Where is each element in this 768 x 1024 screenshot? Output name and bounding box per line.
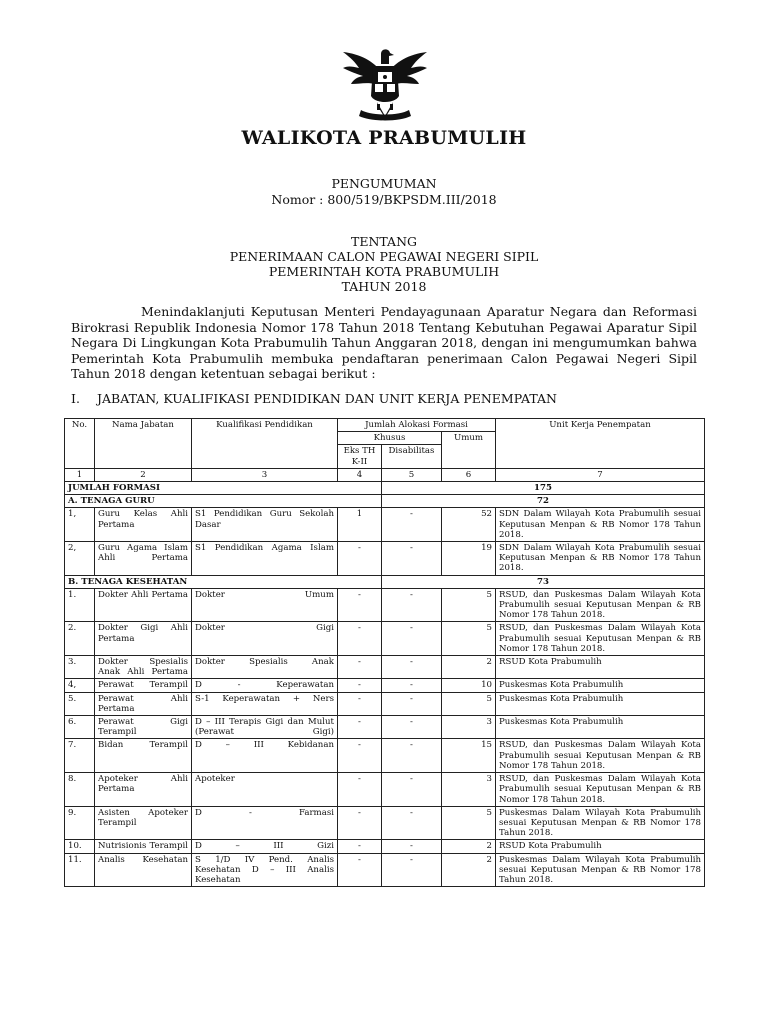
row-eks-th: - xyxy=(338,716,382,739)
row-jabatan: Dokter Ahli Pertama xyxy=(95,588,192,622)
row-kualifikasi: S 1/D IV Pend. Analis Kesehatan D – III Analis Kesehatan xyxy=(192,853,338,887)
row-number: 7. xyxy=(65,739,95,773)
header-unit: Unit Kerja Penempatan xyxy=(496,419,705,469)
row-number: 1. xyxy=(65,588,95,622)
row-kualifikasi: D - Farmasi xyxy=(192,806,338,840)
row-eks-th: - xyxy=(338,773,382,807)
row-kualifikasi: Dokter Gigi xyxy=(192,622,338,656)
row-disabilitas: - xyxy=(382,622,442,656)
row-eks-th: 1 xyxy=(338,508,382,542)
col-number: 3 xyxy=(192,468,338,481)
col-number: 7 xyxy=(496,468,705,481)
group-a-rows xyxy=(65,508,705,575)
row-eks-th: - xyxy=(338,739,382,773)
header-disabilitas: Disabilitas xyxy=(382,445,442,468)
group-b-rows xyxy=(65,588,705,886)
announcement-number: Nomor : 800/519/BKPSDM.III/2018 xyxy=(271,192,497,207)
row-disabilitas: - xyxy=(382,542,442,576)
row-umum: 2 xyxy=(442,656,496,679)
row-number: 2, xyxy=(65,542,95,576)
table-row xyxy=(65,853,705,887)
row-unit: Puskesmas Kota Prabumulih xyxy=(496,692,705,715)
row-jabatan: Analis Kesehatan xyxy=(95,853,192,887)
total-label: JUMLAH FORMASI xyxy=(65,482,382,495)
row-kualifikasi: D – III Gizi xyxy=(192,840,338,853)
group-a-value: 72 xyxy=(382,495,705,508)
header-kualifikasi: Kualifikasi Pendidikan xyxy=(192,419,338,469)
row-jabatan: Guru Agama Islam Ahli Pertama xyxy=(95,542,192,576)
row-kualifikasi: S1 Pendidikan Guru Sekolah Dasar xyxy=(192,508,338,542)
row-umum: 5 xyxy=(442,622,496,656)
row-umum: 15 xyxy=(442,739,496,773)
row-umum: 10 xyxy=(442,679,496,692)
row-jabatan: Perawat Ahli Pertama xyxy=(95,692,192,715)
row-number: 1, xyxy=(65,508,95,542)
row-disabilitas: - xyxy=(382,508,442,542)
section-heading xyxy=(71,391,557,406)
formation-table xyxy=(64,418,705,887)
row-disabilitas: - xyxy=(382,773,442,807)
row-unit: SDN Dalam Wilayah Kota Prabumulih sesuai Keputusan Menpan & RB Nomor 178 Tahun 2018. xyxy=(496,508,705,542)
row-jabatan: Apoteker Ahli Pertama xyxy=(95,773,192,807)
col-number: 5 xyxy=(382,468,442,481)
header-no: No. xyxy=(65,419,95,469)
row-unit: RSUD, dan Puskesmas Dalam Wilayah Kota Prabumulih sesuai Keputusan Menpan & RB Nomor 178 Tahun 2018. xyxy=(496,773,705,807)
document-title: WALIKOTA PRABUMULIH xyxy=(241,127,527,149)
row-eks-th: - xyxy=(338,588,382,622)
row-number: 8. xyxy=(65,773,95,807)
col-number: 4 xyxy=(338,468,382,481)
row-umum: 5 xyxy=(442,588,496,622)
header-alokasi: Jumlah Alokasi Formasi xyxy=(338,419,496,432)
row-eks-th: - xyxy=(338,622,382,656)
row-number: 4, xyxy=(65,679,95,692)
row-unit: RSUD Kota Prabumulih xyxy=(496,840,705,853)
header-jabatan: Nama Jabatan xyxy=(95,419,192,469)
row-eks-th: - xyxy=(338,840,382,853)
table-row xyxy=(65,840,705,853)
subject-line-1: PENERIMAAN CALON PEGAWAI NEGERI SIPIL xyxy=(229,249,539,264)
row-unit: Puskesmas Dalam Wilayah Kota Prabumulih sesuai Keputusan Menpan & RB Nomor 178 Tahun 2018. xyxy=(496,853,705,887)
row-unit: SDN Dalam Wilayah Kota Prabumulih sesuai Keputusan Menpan & RB Nomor 178 Tahun 2018. xyxy=(496,542,705,576)
table-row xyxy=(65,679,705,692)
row-number: 9. xyxy=(65,806,95,840)
row-disabilitas: - xyxy=(382,739,442,773)
col-number: 6 xyxy=(442,468,496,481)
row-umum: 5 xyxy=(442,806,496,840)
row-kualifikasi: D – III Terapis Gigi dan Mulut (Perawat Gigi) xyxy=(192,716,338,739)
row-eks-th: - xyxy=(338,679,382,692)
row-disabilitas: - xyxy=(382,853,442,887)
row-jabatan: Guru Kelas Ahli Pertama xyxy=(95,508,192,542)
row-kualifikasi: Apoteker xyxy=(192,773,338,807)
row-kualifikasi: S-1 Keperawatan + Ners xyxy=(192,692,338,715)
row-number: 2. xyxy=(65,622,95,656)
col-number: 2 xyxy=(95,468,192,481)
row-jabatan: Bidan Terampil xyxy=(95,739,192,773)
row-kualifikasi: S1 Pendidikan Agama Islam xyxy=(192,542,338,576)
row-eks-th: - xyxy=(338,692,382,715)
row-number: 3. xyxy=(65,656,95,679)
group-b-row xyxy=(65,575,705,588)
header-eks-th: Eks TH K-II xyxy=(338,445,382,468)
table-row xyxy=(65,716,705,739)
row-unit: RSUD, dan Puskesmas Dalam Wilayah Kota Prabumulih sesuai Keputusan Menpan & RB Nomor 178 Tahun 2018. xyxy=(496,588,705,622)
announcement-label: PENGUMUMAN xyxy=(331,176,437,191)
total-row xyxy=(65,482,705,495)
row-kualifikasi: Dokter Umum xyxy=(192,588,338,622)
table-row xyxy=(65,806,705,840)
table-row xyxy=(65,508,705,542)
row-unit: RSUD Kota Prabumulih xyxy=(496,656,705,679)
section-number: I. xyxy=(71,391,80,406)
row-disabilitas: - xyxy=(382,588,442,622)
row-disabilitas: - xyxy=(382,679,442,692)
row-umum: 3 xyxy=(442,716,496,739)
col-number: 1 xyxy=(65,468,95,481)
row-umum: 3 xyxy=(442,773,496,807)
intro-paragraph-text: Menindaklanjuti Keputusan Menteri Pendayagunaan Aparatur Negara dan Reformasi Birokrasi Republik Indonesia Nomor 178 Tahun 2018 Tentang Kebutuhan Pegawai Aparatur Sipil Negara Di Lingkungan Kota Prabumulih Tahun Anggaran 2018, dengan ini mengumumkan bahwa Pemerintah Kota Prabumulih membuka pendaftaran penerimaan Calon Pegawai Negeri Sipil Tahun 2018 dengan ketentuan sebagai berikut : xyxy=(71,304,697,381)
table-row xyxy=(65,692,705,715)
row-eks-th: - xyxy=(338,656,382,679)
row-number: 6. xyxy=(65,716,95,739)
row-umum: 2 xyxy=(442,840,496,853)
row-eks-th: - xyxy=(338,853,382,887)
row-unit: Puskesmas Kota Prabumulih xyxy=(496,679,705,692)
row-kualifikasi: Dokter Spesialis Anak xyxy=(192,656,338,679)
garuda-emblem-icon xyxy=(337,44,433,126)
row-jabatan: Dokter Gigi Ahli Pertama xyxy=(95,622,192,656)
row-umum: 5 xyxy=(442,692,496,715)
subject-line-3: TAHUN 2018 xyxy=(341,279,427,294)
group-b-value: 73 xyxy=(382,575,705,588)
column-number-row xyxy=(65,468,705,481)
about-label: TENTANG xyxy=(350,234,417,249)
subject-line-2: PEMERINTAH KOTA PRABUMULIH xyxy=(268,264,500,279)
row-jabatan: Asisten Apoteker Terampil xyxy=(95,806,192,840)
row-unit: RSUD, dan Puskesmas Dalam Wilayah Kota Prabumulih sesuai Keputusan Menpan & RB Nomor 178 Tahun 2018. xyxy=(496,622,705,656)
row-disabilitas: - xyxy=(382,656,442,679)
row-umum: 19 xyxy=(442,542,496,576)
row-jabatan: Dokter Spesialis Anak Ahli Pertama xyxy=(95,656,192,679)
row-jabatan: Perawat Gigi Terampil xyxy=(95,716,192,739)
table-row xyxy=(65,656,705,679)
group-a-row xyxy=(65,495,705,508)
row-disabilitas: - xyxy=(382,840,442,853)
intro-paragraph xyxy=(71,304,697,382)
row-disabilitas: - xyxy=(382,716,442,739)
row-unit: Puskesmas Dalam Wilayah Kota Prabumulih sesuai Keputusan Menpan & RB Nomor 178 Tahun 2018. xyxy=(496,806,705,840)
row-number: 11. xyxy=(65,853,95,887)
total-value: 175 xyxy=(382,482,705,495)
row-umum: 2 xyxy=(442,853,496,887)
table-row xyxy=(65,773,705,807)
row-number: 10. xyxy=(65,840,95,853)
row-unit: Puskesmas Kota Prabumulih xyxy=(496,716,705,739)
table-row xyxy=(65,588,705,622)
header-khusus: Khusus xyxy=(338,432,442,445)
row-disabilitas: - xyxy=(382,692,442,715)
row-jabatan: Nutrisionis Terampil xyxy=(95,840,192,853)
row-eks-th: - xyxy=(338,542,382,576)
header-umum: Umum xyxy=(442,432,496,469)
row-eks-th: - xyxy=(338,806,382,840)
table-row xyxy=(65,739,705,773)
group-a-label: A. TENAGA GURU xyxy=(65,495,382,508)
row-number: 5. xyxy=(65,692,95,715)
row-jabatan: Perawat Terampil xyxy=(95,679,192,692)
row-disabilitas: - xyxy=(382,806,442,840)
row-unit: RSUD, dan Puskesmas Dalam Wilayah Kota Prabumulih sesuai Keputusan Menpan & RB Nomor 178 Tahun 2018. xyxy=(496,739,705,773)
row-kualifikasi: D – III Kebidanan xyxy=(192,739,338,773)
row-umum: 52 xyxy=(442,508,496,542)
table-row xyxy=(65,622,705,656)
section-title: JABATAN, KUALIFIKASI PENDIDIKAN DAN UNIT KERJA PENEMPATAN xyxy=(97,391,557,406)
group-b-label: B. TENAGA KESEHATAN xyxy=(65,575,382,588)
table-row xyxy=(65,542,705,576)
row-kualifikasi: D - Keperawatan xyxy=(192,679,338,692)
